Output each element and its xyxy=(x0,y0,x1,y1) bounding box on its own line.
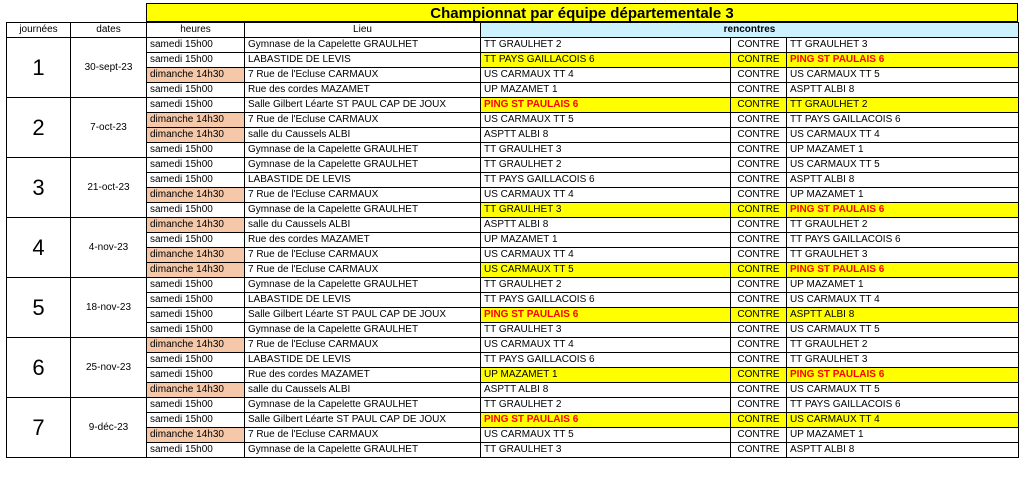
contre-label: CONTRE xyxy=(731,383,787,398)
match-heure: samedi 15h00 xyxy=(147,278,245,293)
contre-label: CONTRE xyxy=(731,203,787,218)
match-lieu: salle du Caussels ALBI xyxy=(245,128,481,143)
journee-date: 25-nov-23 xyxy=(71,338,147,398)
contre-label: CONTRE xyxy=(731,353,787,368)
team-home: ASPTT ALBI 8 xyxy=(481,383,731,398)
contre-label: CONTRE xyxy=(731,428,787,443)
header-journees: journées xyxy=(7,23,71,38)
schedule-table xyxy=(6,22,1019,458)
table-row xyxy=(7,38,1019,53)
table-row xyxy=(7,293,1019,308)
header-lieu: Lieu xyxy=(245,23,481,38)
table-row xyxy=(7,353,1019,368)
match-heure: samedi 15h00 xyxy=(147,98,245,113)
team-home: TT PAYS GAILLACOIS 6 xyxy=(481,353,731,368)
team-away: US CARMAUX TT 5 xyxy=(787,68,1019,83)
match-heure: dimanche 14h30 xyxy=(147,428,245,443)
match-heure: samedi 15h00 xyxy=(147,398,245,413)
table-row xyxy=(7,278,1019,293)
contre-label: CONTRE xyxy=(731,413,787,428)
table-row xyxy=(7,218,1019,233)
team-away: TT PAYS GAILLACOIS 6 xyxy=(787,398,1019,413)
match-lieu: LABASTIDE DE LEVIS xyxy=(245,353,481,368)
team-home: PING ST PAULAIS 6 xyxy=(481,413,731,428)
team-away: US CARMAUX TT 4 xyxy=(787,413,1019,428)
team-home: TT GRAULHET 2 xyxy=(481,38,731,53)
table-row xyxy=(7,143,1019,158)
journee-number: 3 xyxy=(7,158,71,218)
team-away: TT GRAULHET 3 xyxy=(787,38,1019,53)
journee-date: 30-sept-23 xyxy=(71,38,147,98)
page-title: Championnat par équipe départementale 3 xyxy=(146,3,1018,22)
match-heure: samedi 15h00 xyxy=(147,413,245,428)
contre-label: CONTRE xyxy=(731,98,787,113)
contre-label: CONTRE xyxy=(731,83,787,98)
match-lieu: LABASTIDE DE LEVIS xyxy=(245,53,481,68)
team-away: ASPTT ALBI 8 xyxy=(787,83,1019,98)
contre-label: CONTRE xyxy=(731,113,787,128)
match-lieu: salle du Caussels ALBI xyxy=(245,383,481,398)
table-row xyxy=(7,248,1019,263)
contre-label: CONTRE xyxy=(731,248,787,263)
team-away: UP MAZAMET 1 xyxy=(787,428,1019,443)
journee-number: 4 xyxy=(7,218,71,278)
contre-label: CONTRE xyxy=(731,173,787,188)
match-heure: dimanche 14h30 xyxy=(147,338,245,353)
team-home: US CARMAUX TT 4 xyxy=(481,188,731,203)
match-heure: dimanche 14h30 xyxy=(147,188,245,203)
table-row xyxy=(7,263,1019,278)
contre-label: CONTRE xyxy=(731,398,787,413)
contre-label: CONTRE xyxy=(731,68,787,83)
match-heure: samedi 15h00 xyxy=(147,443,245,458)
team-home: TT GRAULHET 2 xyxy=(481,158,731,173)
sheet xyxy=(6,3,1018,458)
match-lieu: Gymnase de la Capelette GRAULHET xyxy=(245,278,481,293)
match-heure: dimanche 14h30 xyxy=(147,383,245,398)
table-row xyxy=(7,188,1019,203)
match-heure: samedi 15h00 xyxy=(147,83,245,98)
table-row xyxy=(7,158,1019,173)
team-away: ASPTT ALBI 8 xyxy=(787,173,1019,188)
team-home: TT PAYS GAILLACOIS 6 xyxy=(481,173,731,188)
journee-number: 2 xyxy=(7,98,71,158)
match-lieu: 7 Rue de l'Ecluse CARMAUX xyxy=(245,248,481,263)
table-row xyxy=(7,443,1019,458)
team-home: TT GRAULHET 2 xyxy=(481,278,731,293)
contre-label: CONTRE xyxy=(731,188,787,203)
team-home: TT GRAULHET 3 xyxy=(481,203,731,218)
team-home: US CARMAUX TT 4 xyxy=(481,68,731,83)
journee-date: 18-nov-23 xyxy=(71,278,147,338)
match-lieu: salle du Caussels ALBI xyxy=(245,218,481,233)
match-lieu: Salle Gilbert Léarte ST PAUL CAP DE JOUX xyxy=(245,308,481,323)
match-heure: samedi 15h00 xyxy=(147,143,245,158)
match-heure: dimanche 14h30 xyxy=(147,263,245,278)
team-home: PING ST PAULAIS 6 xyxy=(481,98,731,113)
team-away: TT GRAULHET 3 xyxy=(787,353,1019,368)
team-away: ASPTT ALBI 8 xyxy=(787,308,1019,323)
team-home: UP MAZAMET 1 xyxy=(481,233,731,248)
match-lieu: Gymnase de la Capelette GRAULHET xyxy=(245,443,481,458)
match-heure: dimanche 14h30 xyxy=(147,113,245,128)
journee-number: 1 xyxy=(7,38,71,98)
team-home: PING ST PAULAIS 6 xyxy=(481,308,731,323)
team-away: TT GRAULHET 2 xyxy=(787,98,1019,113)
journee-number: 5 xyxy=(7,278,71,338)
team-away: US CARMAUX TT 4 xyxy=(787,293,1019,308)
contre-label: CONTRE xyxy=(731,293,787,308)
team-away: UP MAZAMET 1 xyxy=(787,143,1019,158)
team-home: UP MAZAMET 1 xyxy=(481,368,731,383)
match-heure: samedi 15h00 xyxy=(147,38,245,53)
team-away: UP MAZAMET 1 xyxy=(787,188,1019,203)
contre-label: CONTRE xyxy=(731,278,787,293)
team-away: TT GRAULHET 2 xyxy=(787,218,1019,233)
match-heure: samedi 15h00 xyxy=(147,353,245,368)
match-lieu: 7 Rue de l'Ecluse CARMAUX xyxy=(245,113,481,128)
contre-label: CONTRE xyxy=(731,128,787,143)
match-heure: samedi 15h00 xyxy=(147,233,245,248)
team-home: UP MAZAMET 1 xyxy=(481,83,731,98)
contre-label: CONTRE xyxy=(731,53,787,68)
table-row xyxy=(7,308,1019,323)
match-heure: samedi 15h00 xyxy=(147,203,245,218)
table-row xyxy=(7,323,1019,338)
journee-date: 4-nov-23 xyxy=(71,218,147,278)
match-lieu: Gymnase de la Capelette GRAULHET xyxy=(245,158,481,173)
contre-label: CONTRE xyxy=(731,443,787,458)
team-home: US CARMAUX TT 5 xyxy=(481,263,731,278)
match-lieu: Rue des cordes MAZAMET xyxy=(245,83,481,98)
table-row xyxy=(7,53,1019,68)
table-row xyxy=(7,383,1019,398)
team-home: US CARMAUX TT 4 xyxy=(481,338,731,353)
journee-date: 21-oct-23 xyxy=(71,158,147,218)
match-lieu: Gymnase de la Capelette GRAULHET xyxy=(245,203,481,218)
match-lieu: LABASTIDE DE LEVIS xyxy=(245,173,481,188)
team-away: TT GRAULHET 3 xyxy=(787,248,1019,263)
team-home: TT PAYS GAILLACOIS 6 xyxy=(481,293,731,308)
match-lieu: Gymnase de la Capelette GRAULHET xyxy=(245,398,481,413)
journee-number: 7 xyxy=(7,398,71,458)
team-away: US CARMAUX TT 4 xyxy=(787,128,1019,143)
table-row xyxy=(7,338,1019,353)
team-home: TT PAYS GAILLACOIS 6 xyxy=(481,53,731,68)
match-lieu: 7 Rue de l'Ecluse CARMAUX xyxy=(245,428,481,443)
table-row xyxy=(7,428,1019,443)
match-heure: samedi 15h00 xyxy=(147,158,245,173)
match-heure: samedi 15h00 xyxy=(147,308,245,323)
team-away: PING ST PAULAIS 6 xyxy=(787,368,1019,383)
match-lieu: 7 Rue de l'Ecluse CARMAUX xyxy=(245,338,481,353)
journee-number: 6 xyxy=(7,338,71,398)
table-row xyxy=(7,68,1019,83)
header-row xyxy=(7,23,1019,38)
team-away: TT PAYS GAILLACOIS 6 xyxy=(787,113,1019,128)
match-lieu: Salle Gilbert Léarte ST PAUL CAP DE JOUX xyxy=(245,413,481,428)
contre-label: CONTRE xyxy=(731,233,787,248)
match-lieu: Gymnase de la Capelette GRAULHET xyxy=(245,323,481,338)
table-row xyxy=(7,203,1019,218)
schedule-body xyxy=(7,38,1019,458)
team-away: PING ST PAULAIS 6 xyxy=(787,203,1019,218)
contre-label: CONTRE xyxy=(731,158,787,173)
contre-label: CONTRE xyxy=(731,308,787,323)
team-home: ASPTT ALBI 8 xyxy=(481,218,731,233)
match-heure: dimanche 14h30 xyxy=(147,128,245,143)
team-home: US CARMAUX TT 4 xyxy=(481,248,731,263)
team-home: US CARMAUX TT 5 xyxy=(481,113,731,128)
contre-label: CONTRE xyxy=(731,368,787,383)
match-lieu: LABASTIDE DE LEVIS xyxy=(245,293,481,308)
contre-label: CONTRE xyxy=(731,143,787,158)
match-heure: dimanche 14h30 xyxy=(147,68,245,83)
match-lieu: Rue des cordes MAZAMET xyxy=(245,368,481,383)
match-heure: samedi 15h00 xyxy=(147,323,245,338)
table-row xyxy=(7,398,1019,413)
team-away: US CARMAUX TT 5 xyxy=(787,323,1019,338)
team-away: UP MAZAMET 1 xyxy=(787,278,1019,293)
match-lieu: Gymnase de la Capelette GRAULHET xyxy=(245,38,481,53)
match-lieu: Gymnase de la Capelette GRAULHET xyxy=(245,143,481,158)
header-rencontres: rencontres xyxy=(481,23,1019,38)
team-away: PING ST PAULAIS 6 xyxy=(787,53,1019,68)
contre-label: CONTRE xyxy=(731,218,787,233)
match-lieu: Rue des cordes MAZAMET xyxy=(245,233,481,248)
table-row xyxy=(7,413,1019,428)
team-away: US CARMAUX TT 5 xyxy=(787,158,1019,173)
contre-label: CONTRE xyxy=(731,323,787,338)
team-home: ASPTT ALBI 8 xyxy=(481,128,731,143)
match-lieu: 7 Rue de l'Ecluse CARMAUX xyxy=(245,263,481,278)
team-home: TT GRAULHET 3 xyxy=(481,143,731,158)
team-away: TT GRAULHET 2 xyxy=(787,338,1019,353)
table-row xyxy=(7,98,1019,113)
table-row xyxy=(7,83,1019,98)
header-dates: dates xyxy=(71,23,147,38)
table-row xyxy=(7,173,1019,188)
team-away: US CARMAUX TT 5 xyxy=(787,383,1019,398)
match-heure: samedi 15h00 xyxy=(147,368,245,383)
contre-label: CONTRE xyxy=(731,38,787,53)
table-row xyxy=(7,113,1019,128)
team-home: TT GRAULHET 2 xyxy=(481,398,731,413)
team-home: US CARMAUX TT 5 xyxy=(481,428,731,443)
header-heures: heures xyxy=(147,23,245,38)
team-away: ASPTT ALBI 8 xyxy=(787,443,1019,458)
journee-date: 7-oct-23 xyxy=(71,98,147,158)
match-heure: samedi 15h00 xyxy=(147,53,245,68)
contre-label: CONTRE xyxy=(731,338,787,353)
match-heure: samedi 15h00 xyxy=(147,293,245,308)
contre-label: CONTRE xyxy=(731,263,787,278)
team-home: TT GRAULHET 3 xyxy=(481,443,731,458)
match-lieu: Salle Gilbert Léarte ST PAUL CAP DE JOUX xyxy=(245,98,481,113)
match-heure: dimanche 14h30 xyxy=(147,218,245,233)
journee-date: 9-déc-23 xyxy=(71,398,147,458)
table-row xyxy=(7,128,1019,143)
table-row xyxy=(7,368,1019,383)
team-away: TT PAYS GAILLACOIS 6 xyxy=(787,233,1019,248)
team-away: PING ST PAULAIS 6 xyxy=(787,263,1019,278)
match-heure: dimanche 14h30 xyxy=(147,248,245,263)
table-row xyxy=(7,233,1019,248)
match-lieu: 7 Rue de l'Ecluse CARMAUX xyxy=(245,68,481,83)
match-heure: samedi 15h00 xyxy=(147,173,245,188)
team-home: TT GRAULHET 3 xyxy=(481,323,731,338)
match-lieu: 7 Rue de l'Ecluse CARMAUX xyxy=(245,188,481,203)
